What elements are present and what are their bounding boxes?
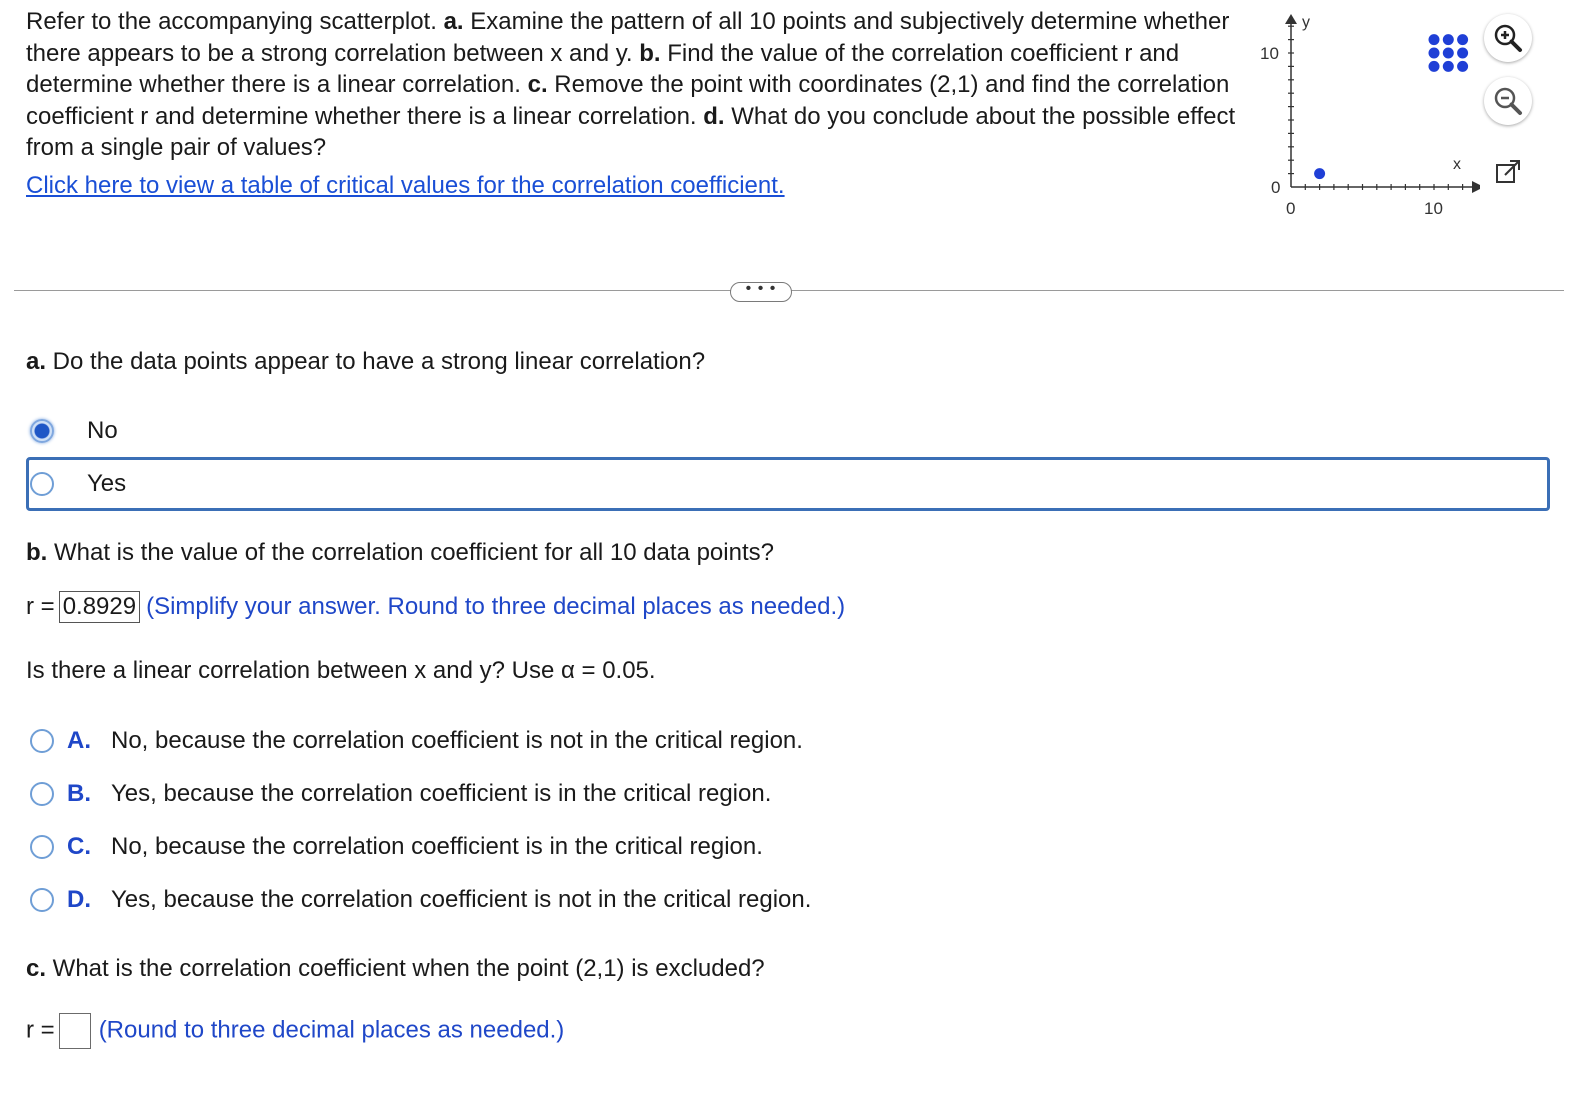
part-b-text: What is the value of the correlation coefficient for all 10 data points? bbox=[47, 539, 774, 566]
part-c-question bbox=[26, 955, 765, 983]
part-c-hint: (Round to three decimal places as needed.) bbox=[98, 1016, 565, 1044]
choice-a-text: No, because the correlation coefficient is not in the critical region. bbox=[111, 727, 803, 754]
radio-yes[interactable] bbox=[30, 472, 54, 496]
part-c-label: c. bbox=[26, 955, 47, 982]
choice-c-letter: C. bbox=[67, 833, 91, 860]
data-point-3 bbox=[1443, 61, 1454, 72]
zoom-out-button[interactable] bbox=[1484, 77, 1532, 125]
y-tick-label-10: 10 bbox=[1260, 44, 1279, 63]
data-point-9 bbox=[1443, 34, 1454, 45]
r-excluded-answer-field[interactable] bbox=[59, 1013, 91, 1049]
choice-c[interactable] bbox=[26, 833, 763, 861]
part-a-text: Do the data points appear to have a strong linear correlation? bbox=[46, 348, 706, 375]
option-no-label: No bbox=[87, 417, 118, 444]
choice-c-text: No, because the correlation coefficient is in the critical region. bbox=[111, 833, 763, 860]
part-b-hint: (Simplify your answer. Round to three decimal places as needed.) bbox=[146, 593, 846, 620]
prompt-text-3: Find the value of the correlation coefficient r and determine whether there is a linear correlation. bbox=[26, 39, 1180, 98]
data-point-8 bbox=[1429, 34, 1440, 45]
prompt-text-5: What do you conclude about the possible effect from a single pair of values? bbox=[26, 102, 1236, 161]
part-c-answer-row bbox=[26, 1013, 564, 1049]
radio-choice-a[interactable] bbox=[30, 729, 54, 753]
prompt-text-1: Refer to the accompanying scatterplot. bbox=[26, 8, 444, 35]
part-b-answer-row bbox=[26, 591, 845, 623]
y-axis-arrow bbox=[1285, 14, 1297, 24]
choice-d-text: Yes, because the correlation coefficient is not in the critical region. bbox=[111, 886, 812, 913]
data-point-1 bbox=[1314, 168, 1325, 179]
radio-choice-c[interactable] bbox=[30, 835, 54, 859]
choice-a[interactable] bbox=[26, 727, 803, 755]
prompt-text-2: Examine the pattern of all 10 points and subjectively determine whether there appears to be a strong correlation between x and y. bbox=[26, 8, 1230, 67]
prompt-label-b: b. bbox=[639, 39, 661, 67]
part-a-label: a. bbox=[26, 348, 47, 375]
radio-choice-b[interactable] bbox=[30, 782, 54, 806]
focus-outline bbox=[26, 457, 1550, 511]
r-prefix-c: r = bbox=[26, 1016, 55, 1044]
x-tick-label-0: 0 bbox=[1286, 199, 1296, 218]
data-point-5 bbox=[1429, 48, 1440, 59]
x-axis-label: x bbox=[1453, 156, 1461, 173]
zoom-in-icon bbox=[1491, 21, 1525, 55]
part-b-question bbox=[26, 539, 774, 567]
prompt-label-a: a. bbox=[443, 8, 464, 35]
prompt-label-c: c. bbox=[527, 71, 548, 98]
data-point-4 bbox=[1457, 61, 1468, 72]
r-answer-field[interactable]: 0.8929 bbox=[59, 591, 140, 623]
critical-values-link[interactable]: Click here to view a table of critical values for the correlation coefficient. bbox=[26, 172, 785, 199]
radio-choice-d[interactable] bbox=[30, 888, 54, 912]
data-point-10 bbox=[1457, 34, 1468, 45]
option-yes[interactable] bbox=[26, 470, 126, 498]
zoom-in-button[interactable] bbox=[1484, 14, 1532, 62]
radio-no[interactable] bbox=[30, 419, 54, 443]
prompt-text-4: Remove the point with coordinates (2,1) and find the correlation coefficient r and determine whether there is a linear correlation. bbox=[26, 71, 1230, 130]
zoom-out-icon bbox=[1491, 84, 1525, 118]
part-c-text: What is the correlation coefficient when the point (2,1) is excluded? bbox=[46, 955, 765, 982]
data-point-6 bbox=[1443, 48, 1454, 59]
choice-a-letter: A. bbox=[67, 727, 91, 754]
part-a-question bbox=[26, 348, 705, 376]
part-b-question-2: Is there a linear correlation between x and y? Use α = 0.05. bbox=[26, 657, 656, 684]
r-prefix-b: r = bbox=[26, 593, 55, 620]
expand-more-button[interactable]: • • • bbox=[730, 282, 792, 302]
option-no[interactable] bbox=[26, 417, 118, 445]
data-point-7 bbox=[1457, 48, 1468, 59]
problem-statement bbox=[26, 6, 1246, 164]
choice-b-letter: B. bbox=[67, 780, 91, 807]
data-point-2 bbox=[1429, 61, 1440, 72]
scatterplot bbox=[1250, 10, 1480, 225]
x-axis-arrow bbox=[1472, 181, 1480, 193]
y-axis-label: y bbox=[1302, 14, 1310, 31]
x-tick-label-10: 10 bbox=[1424, 199, 1443, 218]
part-b-label: b. bbox=[26, 539, 48, 566]
option-yes-label: Yes bbox=[87, 470, 127, 497]
y-tick-label-0: 0 bbox=[1271, 178, 1281, 197]
choice-b[interactable] bbox=[26, 780, 771, 808]
prompt-label-d: d. bbox=[703, 102, 725, 130]
open-external-button[interactable] bbox=[1484, 148, 1532, 196]
data-points bbox=[1314, 34, 1468, 179]
choice-d[interactable] bbox=[26, 886, 811, 914]
choice-d-letter: D. bbox=[67, 886, 91, 913]
external-link-icon bbox=[1493, 157, 1523, 187]
choice-b-text: Yes, because the correlation coefficient is in the critical region. bbox=[111, 780, 772, 807]
